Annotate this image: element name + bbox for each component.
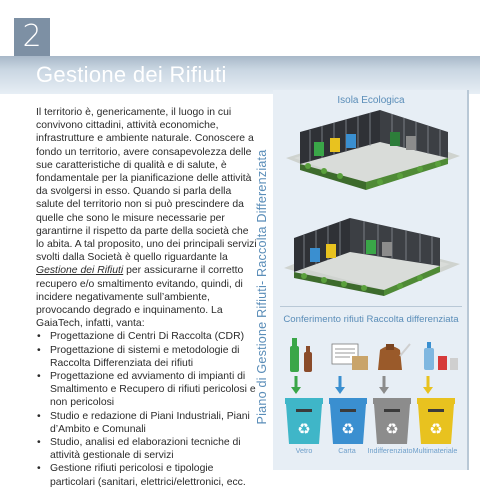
down-arrow-icon [291,376,301,394]
eco-island-render-bottom [280,208,464,300]
paragraph-link[interactable]: Gestione dei Rifiuti [36,265,124,277]
down-arrow-icon [423,376,433,394]
recycling-bins [282,396,462,446]
recycle-symbol-icon: ♻ [297,420,311,438]
recycle-symbol-icon: ♻ [341,420,355,438]
list-item: • Studio e redazione di Piani Industriali, Piani d’Ambito e Comunali [36,410,258,436]
eco-island-render-top [280,106,464,196]
bin-label-multimateriale: Multimateriale [412,446,458,455]
recycle-symbol-icon: ♻ [429,420,443,438]
down-arrow-icon [379,376,389,394]
recycling-bin-icon [417,398,455,444]
recycle-symbol-icon: ♻ [385,420,399,438]
side-label-text: Piano di Gestione Rifiuti- Raccolta Differenziata [255,149,269,425]
paragraph-end: per assicurarne il corretto recupero e/o smaltimento evitando, quindi, di incidere negativamente sull’ambiente, provocando degrado e inquinamento. La GaiaTech, infatti, vanta: [36,265,244,330]
recycling-bin-icon [329,398,367,444]
multimaterial-icon [424,342,458,370]
panel-subheading: Conferimento rifiuti Raccolta differenziata [283,314,459,325]
section-number: 2 [22,19,42,54]
paragraph-start: Il territorio è, genericamente, il luogo in cui convivono cittadini, attività economiche, infrastrutture e ambiente naturale. Conoscere a fondo un territorio, avere consapevolezza delle sue caratteristiche di qualità e di salute, è fondamentale per la pianificazione delle attività da svolgersi in esso. Quando si parla della salute del territorio non si può prescindere da quelle che sono le misure necessarie per garantirne il rispetto da parte della società che lo abita. A tal proposito, uno dei principali servizi svolti dalla Società è quello riguardante la [36,107,257,264]
list-item: • Progettazione ed avviamento di impianti di Smaltimento e Recupero di rifiuti pericolosi e non pericolosi [36,370,258,410]
glass-bottles-icon [290,338,312,372]
list-item: • Progettazione di sistemi e metodologie di Raccolta Differenziata dei rifiuti [36,344,258,370]
services-list [36,330,258,488]
body-text [36,106,258,489]
recycling-bin-icon [373,398,411,444]
paper-icon [332,344,368,370]
bin-label-vetro: Vetro [295,446,313,455]
waste-items [282,334,462,374]
list-item: • Gestione rifiuti pericolosi e tipologie particolari (sanitari, elettrici/elettronici, ecc. [36,462,258,488]
recycling-bin-icon [285,398,323,444]
bin-label-carta: Carta [338,446,356,455]
list-item: • Progettazione di Centri Di Raccolta (CDR) [36,330,258,343]
down-arrow-icon [335,376,345,394]
bin-label-indifferenziato: Indifferenziato [367,446,413,455]
mixed-waste-bag-icon [378,344,410,370]
intro-paragraph [36,106,258,330]
panel-divider [280,306,462,307]
sorting-arrows [286,376,462,396]
page-title: Gestione dei Rifiuti [36,62,227,87]
list-item: • Studio, analisi ed elaborazioni tecniche di attività gestionale di servizi [36,436,258,462]
panel-heading: Isola Ecologica [337,95,405,106]
